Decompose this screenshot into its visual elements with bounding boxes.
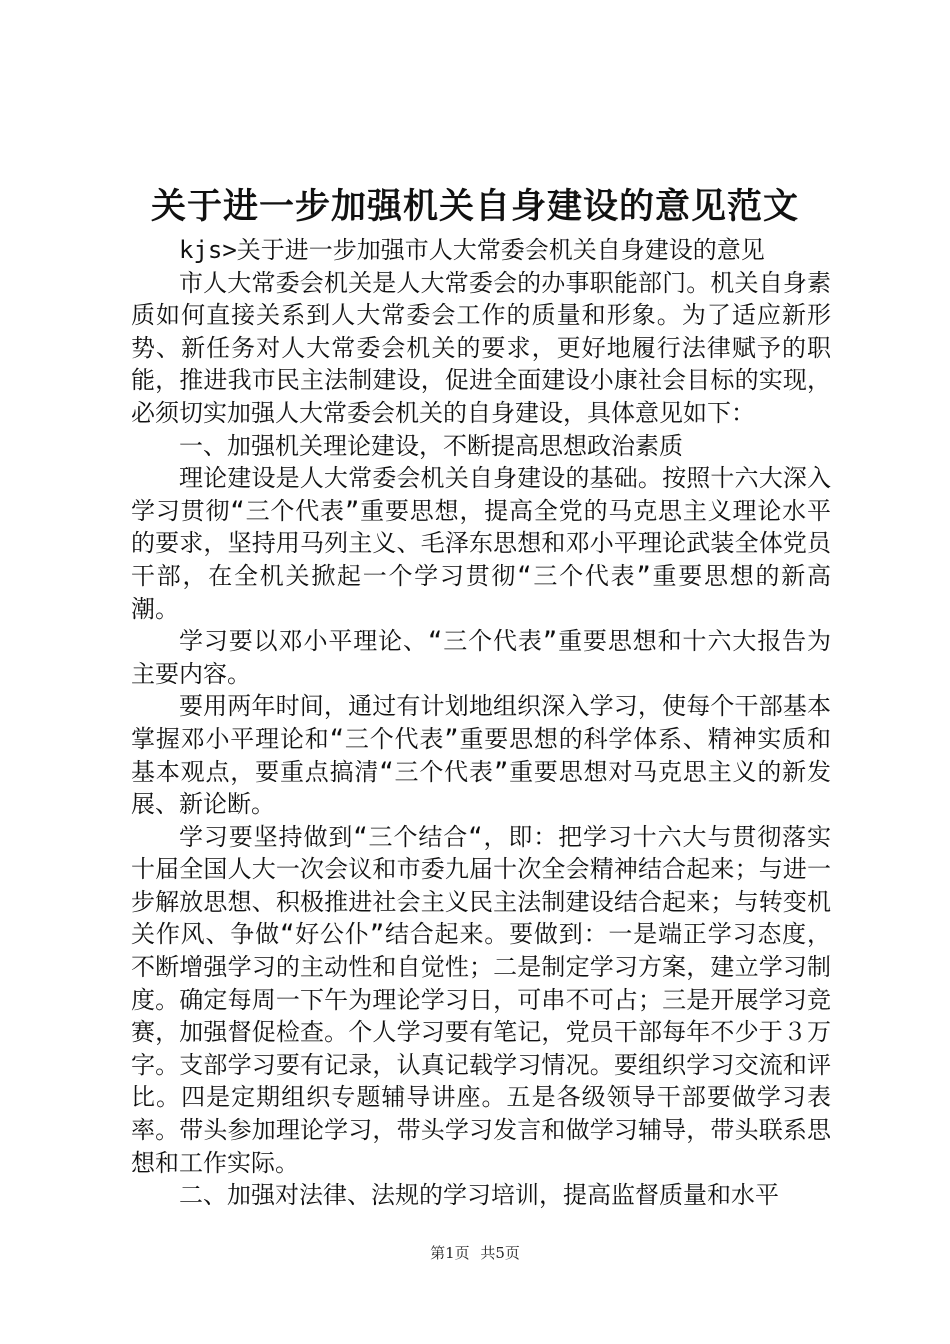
section-heading-2: 二、加强对法律、法规的学习培训，提高监督质量和水平 — [179, 1181, 779, 1210]
body-paragraph-intro: 市人大常委会机关是人大常委会的办事职能部门。机关自身素质如何直接关系到人大常委会工作的质量和形象。为了适应新形势、新任务对人大常委会机关的要求，更好地履行法律赋予的职能，推进我市民主法制建设，促进全面建设小康社会目标的实现，必须切实加强人大常委会机关的自身建设，具体意见如下： — [131, 268, 831, 427]
page-footer — [0, 1242, 950, 1263]
document-title: 关于进一步加强机关自身建设的意见范文 — [150, 186, 799, 227]
page-number-total: 共5页 — [480, 1244, 520, 1262]
section-heading-1: 一、加强机关理论建设，不断提高思想政治素质 — [179, 431, 683, 460]
body-paragraph: 要用两年时间，通过有计划地组织深入学习，使每个干部基本掌握邓小平理论和“三个代表”重要思想的科学体系、精神实质和基本观点，要重点搞清“三个代表”重要思想对马克思主义的新发展、新论断。 — [131, 692, 831, 819]
body-paragraph: 理论建设是人大常委会机关自身建设的基础。按照十六大深入学习贯彻“三个代表”重要思想，提高全党的马克思主义理论水平的要求，坚持用马列主义、毛泽东思想和邓小平理论武装全体党员干部，在全机关掀起一个学习贯彻“三个代表”重要思想的新高潮。 — [131, 464, 831, 623]
body-paragraph: 学习要坚持做到“三个结合“，即：把学习十六大与贯彻落实十届全国人大一次会议和市委九届十次全会精神结合起来；与进一步解放思想、积极推进社会主义民主法制建设结合起来；与转变机关作风、争做“好公仆”结合起来。要做到：一是端正学习态度，不断增强学习的主动性和自觉性；二是制定学习方案，建立学习制度。确定每周一下午为理论学习日，可串不可占；三是开展学习竞赛，加强督促检查。个人学习要有笔记，党员干部每年不少于３万字。支部学习要有记录，认真记载学习情况。要组织学习交流和评比。四是定期组织专题辅导讲座。五是各级领导干部要做学习表率。带头参加理论学习，带头学习发言和做学习辅导，带头联系思想和工作实际。 — [131, 822, 831, 1177]
page-number-current: 第1页 — [430, 1244, 470, 1262]
body-paragraph-subtitle: kjs>关于进一步加强市人大常委会机关自身建设的意见 — [179, 236, 765, 264]
body-paragraph: 学习要以邓小平理论、“三个代表”重要思想和十六大报告为主要内容。 — [131, 627, 831, 688]
document-body — [131, 234, 831, 1212]
